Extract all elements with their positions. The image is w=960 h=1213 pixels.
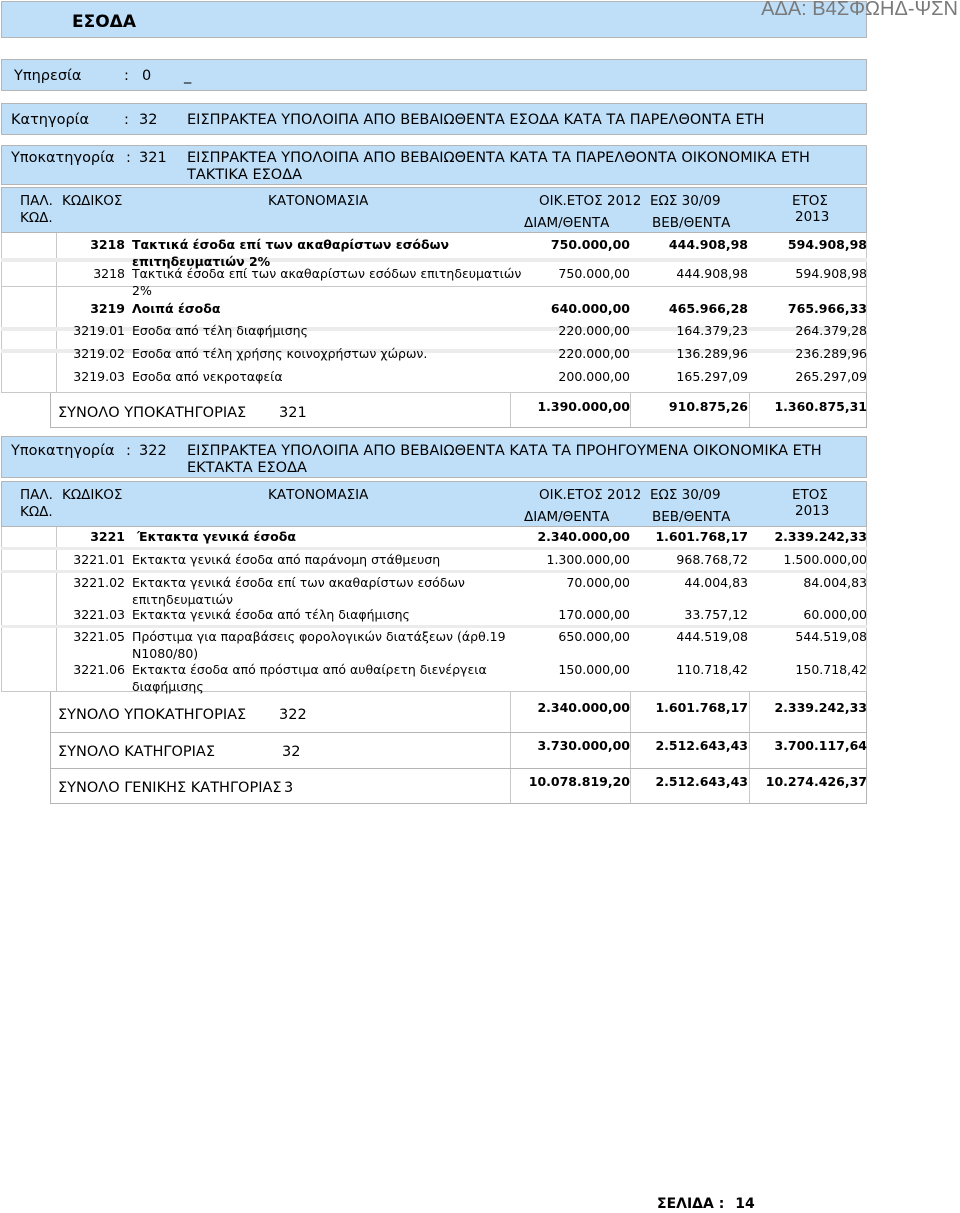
general-total-diam: 10.078.819,20 <box>528 774 630 789</box>
col-pal-line2: ΚΩΔ. <box>20 504 53 520</box>
row-code: 3221.06 <box>73 662 125 677</box>
row-code: 3221.05 <box>73 629 125 644</box>
subcategory-name-line2: ΕΚΤΑΚΤΑ ΕΣΟΔΑ <box>187 460 307 476</box>
row-year: 150.718,42 <box>795 662 867 677</box>
row-diam: 150.000,00 <box>558 662 630 677</box>
general-category-total <box>50 769 867 804</box>
subtotal-label: ΣΥΝΟΛΟ ΥΠΟΚΑΤΗΓΟΡΙΑΣ <box>58 707 247 723</box>
row-year: 84.004,83 <box>803 575 867 590</box>
page-title: ΕΣΟΔΑ <box>72 12 136 32</box>
row-veb: 164.379,23 <box>676 323 748 338</box>
col-until: ΕΩΣ 30/09 <box>650 193 721 209</box>
col-pal-line1: ΠΑΛ. <box>20 193 53 209</box>
col-year: 2013 <box>795 209 830 225</box>
row-year: 594.908,98 <box>795 266 867 281</box>
row-desc-cont: 2% <box>132 283 152 298</box>
column-header-321 <box>1 187 867 233</box>
row-code: 3221 <box>90 529 125 544</box>
subcategory-name-line1: ΕΙΣΠΡΑΚΤΕΑ ΥΠΟΛΟΙΠΑ ΑΠΟ ΒΕΒΑΙΩΘΕΝΤΑ ΚΑΤΑ ΤΑ ΠΑΡΕΛΘΟΝΤΑ ΟΙΚΟΝΟΜΙΚΑ ΕΤΗ <box>187 150 810 166</box>
table-row <box>1 607 867 625</box>
col-year-label: ΕΤΟΣ <box>792 487 828 503</box>
row-desc: Εσοδα από τέλη διαφήμισης <box>132 323 308 338</box>
row-desc: Εκτακτα γενικά έσοδα επί των ακαθαρίστων εσόδων <box>132 575 465 590</box>
row-desc: Έκτακτα γενικά έσοδα <box>137 529 296 544</box>
row-year: 594.908,98 <box>787 237 867 252</box>
subtotal-321 <box>50 393 867 428</box>
service-bar <box>1 59 867 91</box>
subtotal-label: ΣΥΝΟΛΟ ΥΠΟΚΑΤΗΓΟΡΙΑΣ <box>58 405 247 421</box>
table-row <box>1 629 867 665</box>
row-year: 765.966,33 <box>787 301 867 316</box>
row-code: 3219.02 <box>73 346 125 361</box>
col-until: ΕΩΣ 30/09 <box>650 487 721 503</box>
category-code: 32 <box>139 112 158 128</box>
service-name: _ <box>184 68 192 84</box>
row-diam: 750.000,00 <box>550 237 630 252</box>
page-number <box>657 1196 755 1212</box>
row-veb: 110.718,42 <box>676 662 748 677</box>
col-code: ΚΩΔΙΚΟΣ <box>62 193 123 209</box>
general-total-veb: 2.512.643,43 <box>655 774 748 789</box>
category-total-year: 3.700.117,64 <box>774 738 867 753</box>
row-diam: 220.000,00 <box>558 346 630 361</box>
col-diam: ΔΙΑΜ/ΘΕΝΤΑ <box>524 215 610 231</box>
row-year: 265.297,09 <box>795 369 867 384</box>
row-code: 3218 <box>93 266 125 281</box>
subtotal-diam: 2.340.000,00 <box>537 700 630 715</box>
row-diam: 2.340.000,00 <box>537 529 630 544</box>
table-row <box>1 662 867 694</box>
row-desc-cont: Ν1080/80) <box>132 646 199 661</box>
row-diam: 750.000,00 <box>558 266 630 281</box>
column-header-322 <box>1 481 867 527</box>
subcategory-sep: : <box>126 150 131 166</box>
table-row <box>1 529 867 547</box>
row-desc: Λοιπά έσοδα <box>132 301 221 316</box>
subcategory-label: Υποκατηγορία <box>11 443 115 459</box>
row-code: 3221.02 <box>73 575 125 590</box>
subtotal-code: 321 <box>279 405 307 421</box>
subtotal-year: 1.360.875,31 <box>774 399 867 414</box>
row-desc: Εκτακτα γενικά έσοδα από τέλη διαφήμισης <box>132 607 410 622</box>
row-code: 3219.03 <box>73 369 125 384</box>
row-desc-cont: επιτηδευματιών 2% <box>132 254 271 269</box>
general-total-year: 10.274.426,37 <box>765 774 867 789</box>
row-veb: 444.908,98 <box>668 237 748 252</box>
subtotal-year: 2.339.242,33 <box>774 700 867 715</box>
row-diam: 650.000,00 <box>558 629 630 644</box>
row-code: 3219 <box>90 301 125 316</box>
ada-code: ΑΔΑ: Β4ΣΦΩΗΔ-ΨΣΝ <box>761 0 958 20</box>
row-year: 1.500.000,00 <box>783 552 867 567</box>
row-code: 3219.01 <box>73 323 125 338</box>
subtotal-code: 322 <box>279 707 307 723</box>
subtotal-veb: 910.875,26 <box>668 399 748 414</box>
col-name: ΚΑΤΟΝΟΜΑΣΙΑ <box>268 487 369 503</box>
row-year: 544.519,08 <box>795 629 867 644</box>
row-veb: 165.297,09 <box>676 369 748 384</box>
subcategory-name-line1: ΕΙΣΠΡΑΚΤΕΑ ΥΠΟΛΟΙΠΑ ΑΠΟ ΒΕΒΑΙΩΘΕΝΤΑ ΚΑΤΑ ΤΑ ΠΡΟΗΓΟΥΜΕΝΑ ΟΙΚΟΝΟΜΙΚΑ ΕΤΗ <box>187 443 822 459</box>
category-label: Κατηγορία <box>11 112 90 128</box>
row-desc: Πρόστιμα για παραβάσεις φορολογικών διατάξεων (άρθ.19 <box>132 629 506 644</box>
service-sep: : <box>124 68 129 84</box>
row-veb: 136.289,96 <box>676 346 748 361</box>
service-code: 0 <box>142 68 152 84</box>
row-veb: 465.966,28 <box>668 301 748 316</box>
subtotal-322 <box>50 692 867 733</box>
row-veb: 444.519,08 <box>676 629 748 644</box>
col-veb: ΒΕΒ/ΘΕΝΤΑ <box>652 509 731 525</box>
row-year: 2.339.242,33 <box>774 529 867 544</box>
category-total <box>50 733 867 769</box>
row-desc: Εσοδα από νεκροταφεία <box>132 369 283 384</box>
table-row <box>1 575 867 611</box>
category-bar <box>1 103 867 135</box>
category-name: ΕΙΣΠΡΑΚΤΕΑ ΥΠΟΛΟΙΠΑ ΑΠΟ ΒΕΒΑΙΩΘΕΝΤΑ ΕΣΟΔΑ ΚΑΤΑ ΤΑ ΠΑΡΕΛΘΟΝΤΑ ΕΤΗ <box>187 112 765 128</box>
table-row <box>1 552 867 570</box>
row-desc-cont: επιτηδευματιών <box>132 592 233 607</box>
page-num: 14 <box>735 1196 755 1212</box>
page-label: ΣΕΛΙΔΑ : <box>657 1196 725 1212</box>
row-diam: 200.000,00 <box>558 369 630 384</box>
service-label: Υπηρεσία <box>14 68 82 84</box>
category-total-veb: 2.512.643,43 <box>655 738 748 753</box>
row-diam: 170.000,00 <box>558 607 630 622</box>
row-diam: 640.000,00 <box>550 301 630 316</box>
row-code: 3221.01 <box>73 552 125 567</box>
col-diam: ΔΙΑΜ/ΘΕΝΤΑ <box>524 509 610 525</box>
title-bar <box>1 1 867 38</box>
row-year: 236.289,96 <box>795 346 867 361</box>
row-veb: 1.601.768,17 <box>655 529 748 544</box>
table-row <box>1 266 867 306</box>
general-total-code: 3 <box>284 780 294 796</box>
row-desc: Εκτακτα γενικά έσοδα από παράνομη στάθμευση <box>132 552 441 567</box>
category-total-diam: 3.730.000,00 <box>537 738 630 753</box>
col-year: 2013 <box>795 503 830 519</box>
table-322 <box>1 527 867 692</box>
row-desc-cont: διαφήμισης <box>132 679 204 694</box>
subtotal-veb: 1.601.768,17 <box>655 700 748 715</box>
col-oik-year: ΟΙΚ.ΕΤΟΣ 2012 <box>539 193 642 209</box>
row-diam: 70.000,00 <box>566 575 630 590</box>
subtotal-diam: 1.390.000,00 <box>537 399 630 414</box>
row-desc: Τακτικά έσοδα επί των ακαθαρίστων εσόδων επιτηδευματιών <box>132 266 522 281</box>
subcategory-code: 321 <box>139 150 167 166</box>
col-year-label: ΕΤΟΣ <box>792 193 828 209</box>
row-desc: Τακτικά έσοδα επί των ακαθαρίστων εσόδων <box>132 237 449 252</box>
row-year: 60.000,00 <box>803 607 867 622</box>
table-row <box>1 301 867 321</box>
subcategory-321-bar <box>1 145 867 185</box>
row-veb: 33.757,12 <box>684 607 748 622</box>
subcategory-322-bar <box>1 436 867 478</box>
col-veb: ΒΕΒ/ΘΕΝΤΑ <box>652 215 731 231</box>
row-veb: 44.004,83 <box>684 575 748 590</box>
row-diam: 220.000,00 <box>558 323 630 338</box>
row-code: 3221.03 <box>73 607 125 622</box>
category-sep: : <box>124 112 129 128</box>
row-veb: 444.908,98 <box>676 266 748 281</box>
col-name: ΚΑΤΟΝΟΜΑΣΙΑ <box>268 193 369 209</box>
category-total-label: ΣΥΝΟΛΟ ΚΑΤΗΓΟΡΙΑΣ <box>58 744 216 760</box>
subcategory-code: 322 <box>139 443 167 459</box>
row-diam: 1.300.000,00 <box>546 552 630 567</box>
col-pal-line2: ΚΩΔ. <box>20 210 53 226</box>
table-row <box>1 369 867 389</box>
subcategory-sep: : <box>126 443 131 459</box>
row-veb: 968.768,72 <box>676 552 748 567</box>
subcategory-name-line2: ΤΑΚΤΙΚΑ ΕΣΟΔΑ <box>187 167 303 183</box>
table-row <box>1 323 867 343</box>
row-desc: Εκτακτα έσοδα από πρόστιμα από αυθαίρετη διενέργεια <box>132 662 487 677</box>
col-oik-year: ΟΙΚ.ΕΤΟΣ 2012 <box>539 487 642 503</box>
col-pal-line1: ΠΑΛ. <box>20 487 53 503</box>
table-row <box>1 346 867 366</box>
category-total-code: 32 <box>282 744 301 760</box>
row-code: 3218 <box>90 237 125 252</box>
table-321 <box>1 233 867 393</box>
col-code: ΚΩΔΙΚΟΣ <box>62 487 123 503</box>
subcategory-label: Υποκατηγορία <box>11 150 115 166</box>
general-total-label: ΣΥΝΟΛΟ ΓΕΝΙΚΗΣ ΚΑΤΗΓΟΡΙΑΣ <box>58 780 282 796</box>
row-desc: Εσοδα από τέλη χρήσης κοινοχρήστων χώρων. <box>132 346 428 361</box>
row-year: 264.379,28 <box>795 323 867 338</box>
